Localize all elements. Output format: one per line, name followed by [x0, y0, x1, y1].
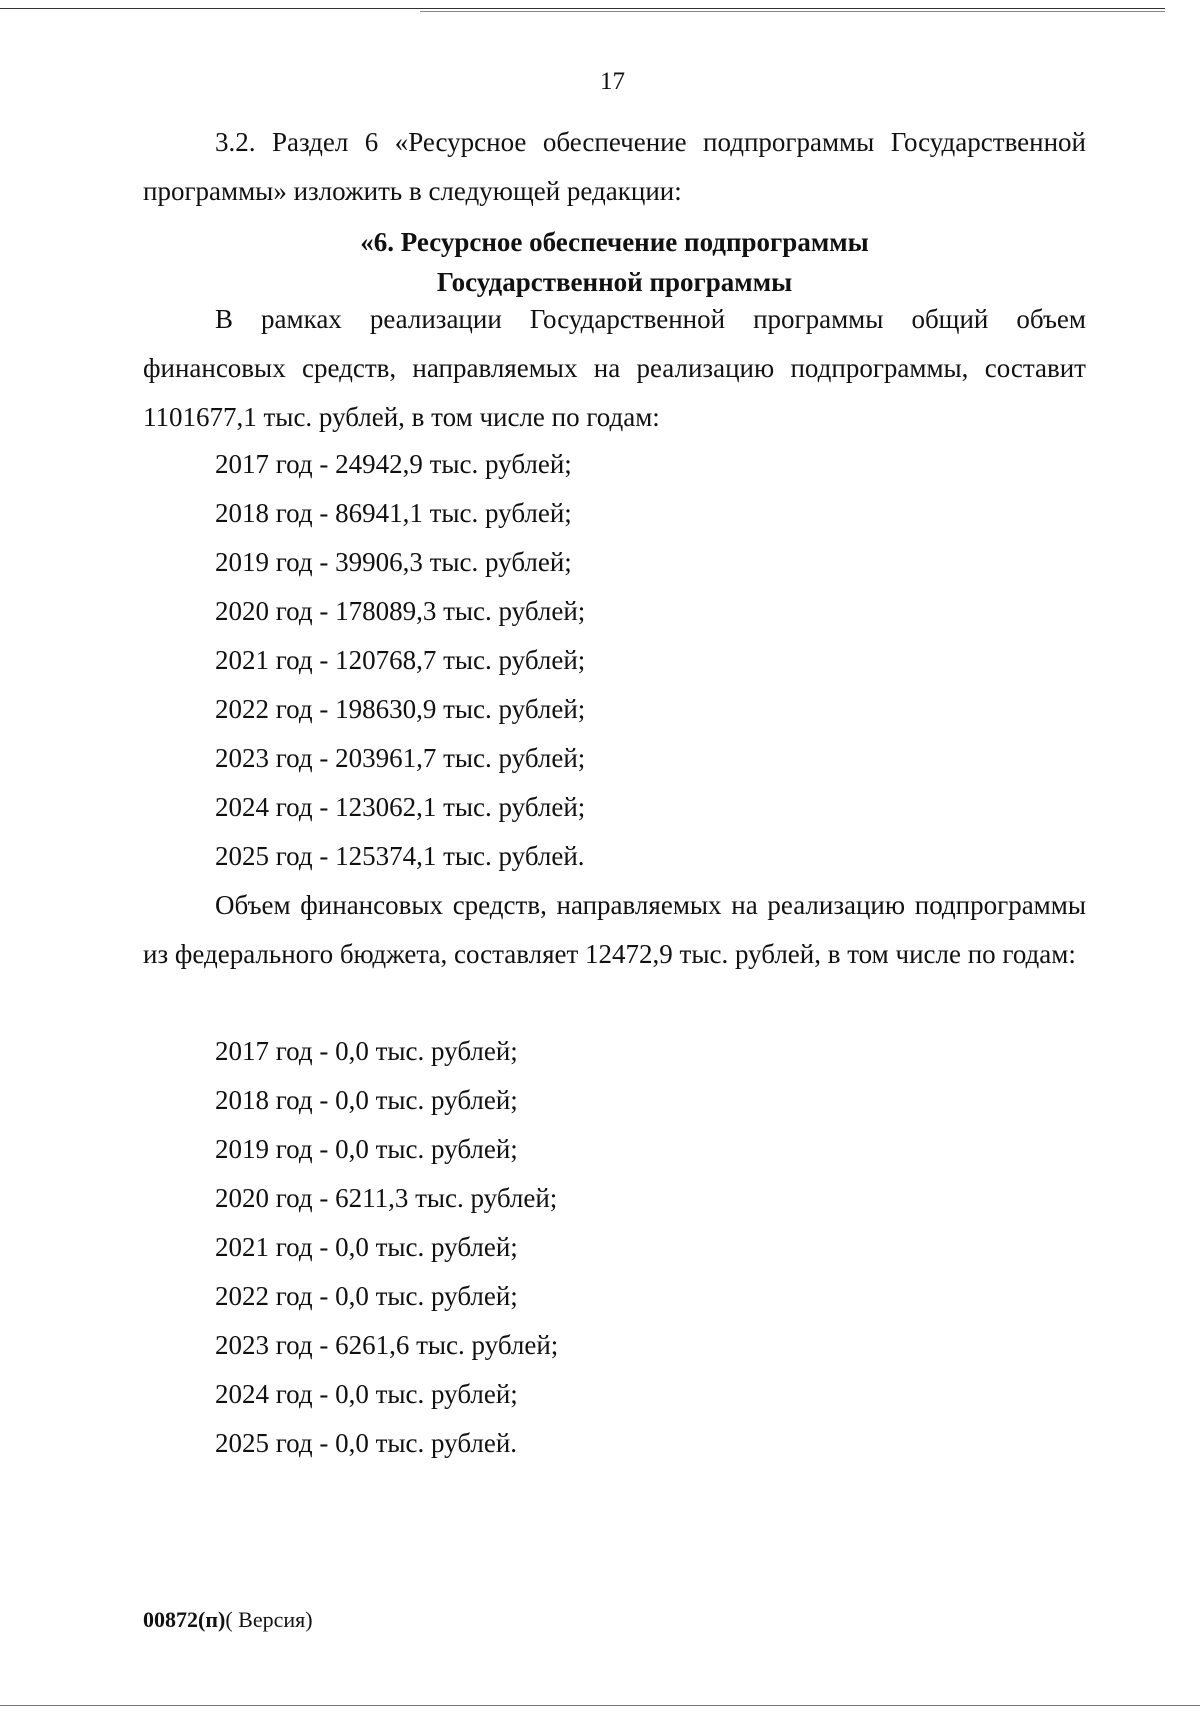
- section-heading: [143, 222, 1086, 302]
- scan-border-bottom: [0, 1705, 1200, 1706]
- list-item: 2020 год - 6211,3 тыс. рублей;: [215, 1183, 558, 1213]
- list-item: 2024 год - 0,0 тыс. рублей;: [215, 1379, 518, 1409]
- document-footer: [143, 1607, 313, 1633]
- list-item: 2017 год - 24942,9 тыс. рублей;: [215, 449, 572, 479]
- section-heading-line-1: «6. Ресурсное обеспечение подпрограммы: [360, 227, 869, 257]
- list-item: 2021 год - 120768,7 тыс. рублей;: [215, 645, 586, 675]
- document-code: 00872(п): [143, 1607, 226, 1632]
- total-funding-paragraph: В рамках реализации Государственной программы общий объем финансовых средств, направляемых на реализацию подпрограммы, составит 1101677,1 тыс. рублей, в том числе по годам:: [143, 304, 1086, 432]
- list-item: 2017 год - 0,0 тыс. рублей;: [215, 1036, 518, 1066]
- list-item: 2022 год - 198630,9 тыс. рублей;: [215, 694, 586, 724]
- list-item: 2018 год - 0,0 тыс. рублей;: [215, 1085, 518, 1115]
- intro-paragraph: 3.2. Раздел 6 «Ресурсное обеспечение подпрограммы Государственной программы» изложить в следующей редакции:: [143, 127, 1086, 206]
- list-item: 2024 год - 123062,1 тыс. рублей;: [215, 792, 586, 822]
- section-heading-line-2: Государственной программы: [436, 267, 793, 297]
- scan-border-top-secondary: [420, 11, 1165, 12]
- list-item: 2021 год - 0,0 тыс. рублей;: [215, 1232, 518, 1262]
- list-item: 2023 год - 203961,7 тыс. рублей;: [215, 743, 586, 773]
- list-item: 2018 год - 86941,1 тыс. рублей;: [215, 498, 572, 528]
- list-item: 2020 год - 178089,3 тыс. рублей;: [215, 596, 586, 626]
- page-number: 17: [600, 68, 625, 95]
- list-item: 2019 год - 0,0 тыс. рублей;: [215, 1134, 518, 1164]
- list-item: 2023 год - 6261,6 тыс. рублей;: [215, 1330, 559, 1360]
- federal-funding-by-year-list: [215, 1027, 558, 1468]
- list-item: 2025 год - 125374,1 тыс. рублей.: [215, 841, 585, 871]
- federal-funding-paragraph: Объем финансовых средств, направляемых на реализацию подпрограммы из федерального бюджета, составляет 12472,9 тыс. рублей, в том числе по годам:: [143, 890, 1086, 969]
- scan-border-top: [0, 8, 1165, 9]
- list-item: 2019 год - 39906,3 тыс. рублей;: [215, 547, 572, 577]
- document-version-label: ( Версия): [225, 1607, 313, 1632]
- total-funding-by-year-list: [215, 440, 585, 881]
- list-item: 2025 год - 0,0 тыс. рублей.: [215, 1428, 518, 1458]
- list-item: 2022 год - 0,0 тыс. рублей;: [215, 1281, 518, 1311]
